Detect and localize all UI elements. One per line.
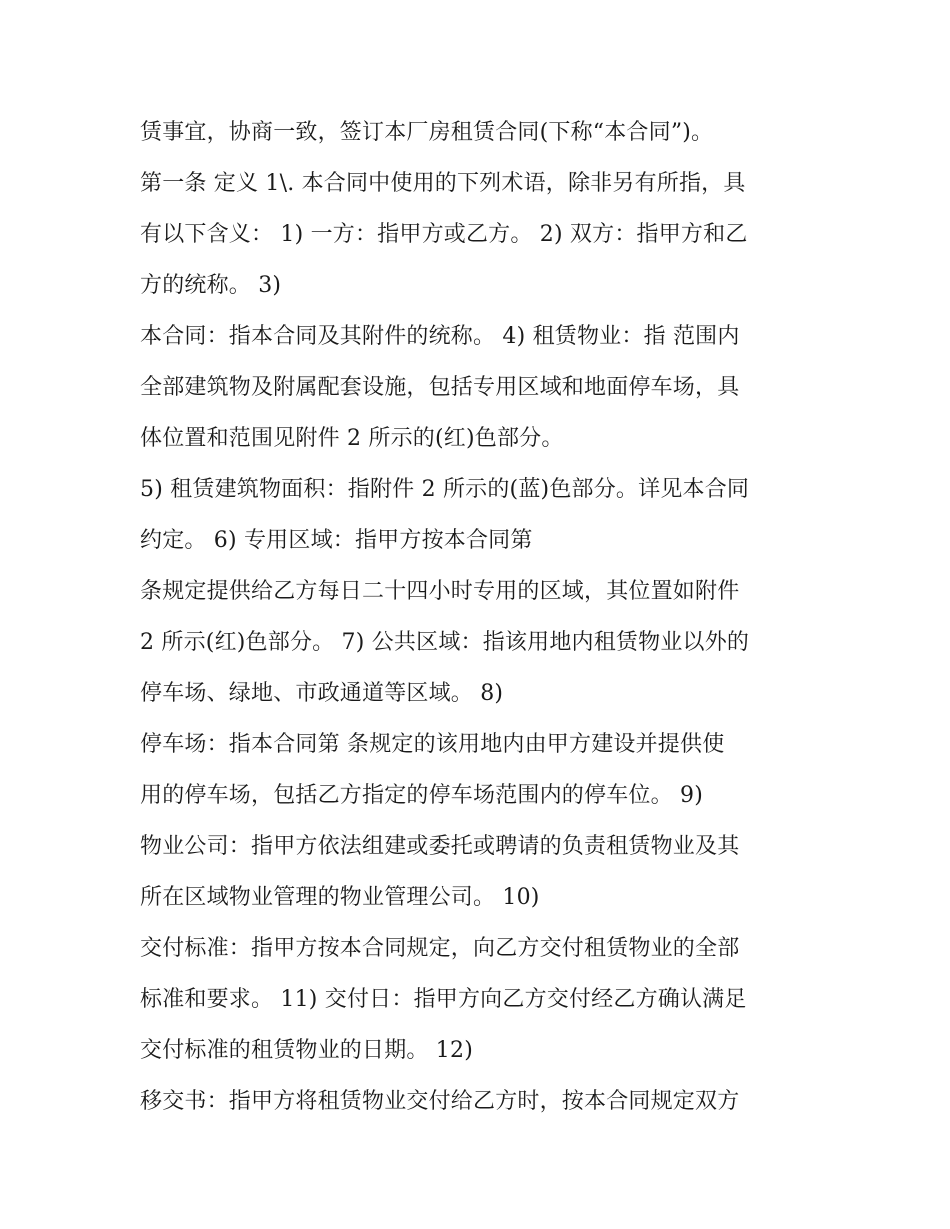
text-line-13: 停车场：指本合同第 条规定的该用地内由甲方建设并提供使 <box>140 732 725 757</box>
text-line-19: 交付标准的租赁物业的日期。 12) <box>140 1038 473 1063</box>
text-line-3: 有以下含义： 1) 一方：指甲方或乙方。 2) 双方：指甲方和乙 <box>140 222 748 247</box>
text-line-7: 体位置和范围见附件 2 所示的(红)色部分。 <box>140 426 564 451</box>
text-line-5: 本合同：指本合同及其附件的统称。 4) 租赁物业：指 范围内 <box>140 324 740 349</box>
text-line-2: 第一条 定义 1\. 本合同中使用的下列术语，除非另有所指，具 <box>140 171 746 196</box>
text-line-15: 物业公司：指甲方依法组建或委托或聘请的负责租赁物业及其 <box>140 834 740 859</box>
text-line-8: 5) 租赁建筑物面积：指附件 2 所示的(蓝)色部分。详见本合同 <box>140 477 750 502</box>
text-line-11: 2 所示(红)色部分。 7) 公共区域：指该用地内租赁物业以外的 <box>140 630 750 655</box>
text-line-6: 全部建筑物及附属配套设施，包括专用区域和地面停车场，具 <box>140 375 740 400</box>
text-line-18: 标准和要求。 11) 交付日：指甲方向乙方交付经乙方确认满足 <box>140 987 747 1012</box>
contract-text <box>140 107 820 1127</box>
text-line-17: 交付标准：指甲方按本合同规定，向乙方交付租赁物业的全部 <box>140 936 740 961</box>
text-line-4: 方的统称。 3) <box>140 273 282 298</box>
text-line-10: 条规定提供给乙方每日二十四小时专用的区域，其位置如附件 <box>140 579 740 604</box>
text-line-9: 约定。 6) 专用区域：指甲方按本合同第 <box>140 528 533 553</box>
text-line-1: 赁事宜，协商一致，签订本厂房租赁合同(下称“本合同”)。 <box>140 120 714 145</box>
text-line-16: 所在区域物业管理的物业管理公司。 10) <box>140 885 540 910</box>
text-line-12: 停车场、绿地、市政通道等区域。 8) <box>140 681 504 706</box>
text-line-14: 用的停车场，包括乙方指定的停车场范围内的停车位。 9) <box>140 783 703 808</box>
text-line-20: 移交书：指甲方将租赁物业交付给乙方时，按本合同规定双方 <box>140 1089 740 1114</box>
